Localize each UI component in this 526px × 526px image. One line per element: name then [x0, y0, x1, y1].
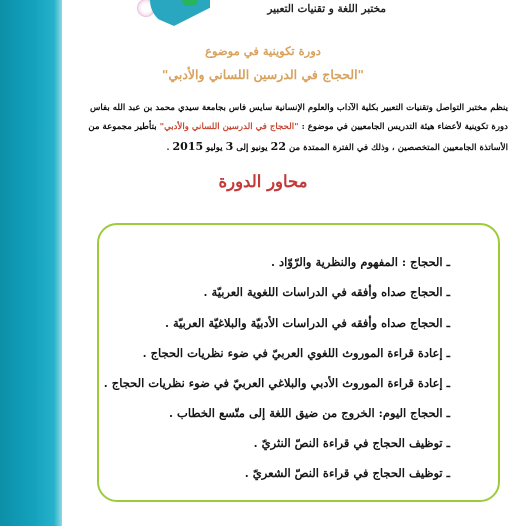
axes-box [97, 223, 500, 502]
axis-item-7: ـ توظيف الحجاج في قراءة النصّ النثريّ . [253, 436, 450, 450]
intro-line-2-end: بتأطير مجموعة من [88, 122, 160, 132]
axes-title: محاور الدورة [218, 172, 308, 191]
axis-item-1: ـ الحجاج : المفهوم والنظرية والرّوّاد . [271, 255, 450, 269]
year: 2015 [172, 140, 204, 153]
intro-line-1: ينظم مختبر التواصل وتقنيات التعبير بكلية الآداب والعلوم الإنسانية سايس فاس بجامعة سيدي محمد بن عبد الله بفاس [89, 103, 508, 113]
intro-line-3 [66, 137, 508, 158]
lab-name: مختبر اللغة و تقنيات التعبير [267, 3, 386, 15]
intro-line-3-text: الأساتذة الجامعيين المتخصصين ، وذلك في الفترة الممتدة من [285, 143, 508, 153]
axis-item-2: ـ الحجاج صداه وأفقه في الدراسات اللغوية العربيّة . [203, 285, 450, 299]
end-day: 3 [225, 140, 234, 153]
intro-topic-highlight: "الحجاج في الدرسين اللساني والأدبي" [159, 122, 299, 132]
intro-month: يوليو [203, 143, 226, 153]
course-topic: "الحجاج في الدرسين اللساني والأدبي" [161, 67, 365, 82]
intro-end: . [166, 143, 173, 153]
intro-paragraph [66, 99, 508, 158]
axis-item-8: ـ توظيف الحجاج في قراءة النصّ الشعريّ . [244, 466, 450, 480]
intro-line-2 [66, 118, 508, 137]
decorative-wave [150, 0, 210, 26]
start-day: 22 [270, 140, 286, 153]
course-label: دورة تكوينية في موضوع [205, 44, 321, 58]
axis-item-6: ـ الحجاج اليوم: الخروج من ضيق اللغة إلى متّسع الخطاب . [169, 406, 450, 420]
intro-line-2-text: دورة تكوينية لأعضاء هيئة التدريس الجامعيين في موضوع : [298, 122, 508, 132]
intro-to: يونيو إلى [233, 143, 271, 153]
axis-item-3: ـ الحجاج صداه وأفقه في الدراسات الأدبيّة والبلاغيّة العربيّة . [164, 316, 450, 330]
axis-item-5: ـ إعادة قراءة الموروث الأدبي والبلاغي العربيّ في ضوء نظريات الحجاج . [103, 376, 450, 390]
axis-item-4: ـ إعادة قراءة الموروث اللغوي العربيّ في ضوء نظريات الحجاج . [142, 346, 450, 360]
